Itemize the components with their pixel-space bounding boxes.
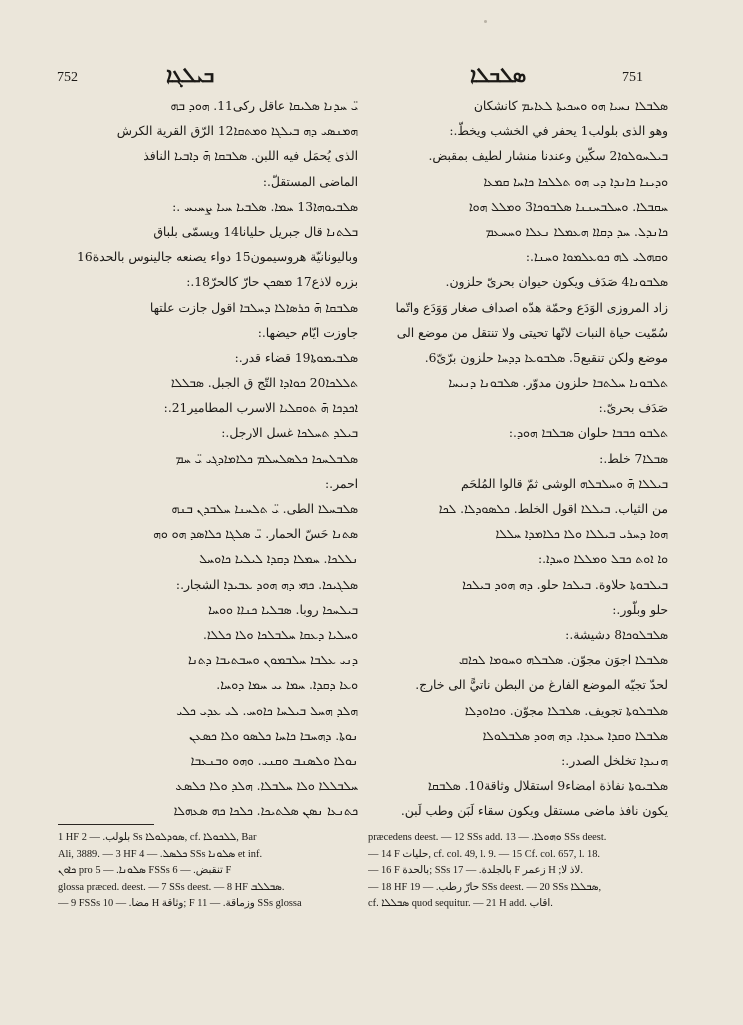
text-line: ܒܠܬܢܐ قال جبريل حليانا14 ويسمّى بلباق [153,224,358,239]
text-line: ܣܠܒܝܘܗܐ13 ܚܡܐ. ܣܠܒܝܐ ܚܝܐ ܨܚܝܚ .: [172,199,358,214]
text-line: ܣܠܒܘܢܐ4 صَدَف ويكون حيوان بحرىّ حلزون. [445,275,668,290]
left-column-text [58,94,358,819]
text-line: من الثياب. ܒܝܠܠܐ اقول الخلط. ܟܠܣܘܕܠܐ. ܠܟܐ [438,502,668,516]
text-line: ܐܟܕܟܐ ܗ̄ ܬܘܩܠܝܐ الاسرب المطامير21.: [163,401,358,416]
text-line: ܬܠܠܟܐ20 ܟܘܐܕܐ التّج ق الجبل. ܣܒܠܠܐ [170,376,358,391]
text-line: ܟܐܢܕܠ. ܚܕ ܕܩܐܐ ܗܥܡܠܐ ܢܥܠܐ ܘܚܚܥܡ [485,224,668,239]
text-line: ܣܠܒܝܘܬܐ نفاذة امضاء9 استقلال وثاقة10. ܣܠܒܩܐ [427,779,668,794]
footnote-line: præcedens deest. — 12 SSs add. ܘܗܘܠܐ. — 13 SSs deest. [368,832,607,843]
right-column-text [368,94,668,819]
text-line: ܒܝܠܒܘܬܐ حلاوة. ܒܝܠܟܐ حلو. ܕܗ ܗܘܕ ܒܝܠܟܐ [462,577,668,592]
text-line: ܗܠܕ ܗܚܠ ܒܝܠܚܐ ܟܐܘܚ. ܠܝ ܥܕܝ ܟܠܝ [176,703,358,718]
text-line: سُمّيت حياة النبات لانّها تحيتى ولا تنتقل من موضع الى [396,325,668,340]
footnote-line: Ali, 3889. — 3 HF ܟܠܣܠ. — 4 SSs ܣܠܘܢܐ et inf. [58,848,263,860]
text-line: الماضى المستقلّ.: [262,174,358,189]
footnote-line: 1 HF بلولب. — 2 Ss ܣܘܕܠܘܠܐ, cf. ܠܠܟܘܠܐ, Bar [58,832,257,843]
footnote-line: cf. ܣܒܠܠܐ quod sequitur. — 21 H add. اقاب. [368,898,553,909]
text-line: احمر.: [325,476,358,491]
text-line: الذى يُحمَل فيه اللبن. ܣܠܒܩܐ ܗ̄ ܕܐܒܝܐ النافذ [143,149,358,164]
text-line: ܒܝܠܠܐ ܗ̄ ܘܚܠܒܠܗ الوشى ثمّ قالوا المُلحَم [461,476,668,491]
text-line: ܘܚܠܝܐ ܕܥܩܐ ܚܠܒܠܟܐ ܘܠܐ ܟܠܠܐ. [202,627,358,642]
text-line: ܢܘܬܐ. ܕܗܚܒܐ ܟܐܚܐ ܟܠܣܘ ܘܠܐ ܟܣܥܢ [189,728,358,743]
left-page-number: 752 [57,70,78,85]
text-line: ܢܠܠܟܐ. ܚܡܠܐ ܕܩܕܐ ܠܝܠܝܐ ܟܐܘܚܠ [199,552,358,567]
text-line: لحدّ تجيّه الموضع الفارغ من البطن ناتيًّ الى خارج. [415,678,668,693]
right-running-head: ܣܠܒܠܐ [470,62,527,87]
text-line: ܣܠܒܠܚܟܐ ܟܠܣܠܚܠܡ ܟܠܐܡܐܕܓܝ ܝ̈ ܚܡ [175,451,358,466]
text-line: ܢܘܠܐ ܘܠܣܢܒ ܘܩܢܝ. ܘܗܘ ܘܒܢܥܒܐ [190,753,358,768]
text-line: حلو وبلّور.: [612,602,668,617]
text-line: ܣܬܢܐ حَسّ الحمار. ܝ̈ ܣܠܓܐ ܟܠܐܣܕ ܗܘ ܘܗ [153,527,358,542]
footnote-line: ܟܐܘܢ pro ܣܠܘܢܐ. — 5 FSSs تنقبض. — 6 F [58,865,232,876]
text-line: ܒܝܠܚܘܠܘܐ2 سكّين وعندنا منشار لطيف بمقبض. [428,149,668,164]
text-line: جاوزت ايّام حيضها.: [257,325,358,340]
text-line: ܗܘܐ ܕܚܪܝ ܒܝܠܠܐ ܘܠܐ ܟܠܐܡܕܐ ܚܠܠܐ [495,527,668,542]
text-line: ܣܠܒܠܘܬܐ تجويف. ܣܠܒܠܐ مجوّن. ܘܟܐܘܕܠܐ [464,703,668,718]
text-line: ܝ̈ ܚܕܢܐ ܣܠܝܩܐ عاقل ركى11. ܗܘܕ ܒܗ [170,99,358,113]
left-running-head: ܒܝܠܓܐ [166,62,215,87]
text-line: وهو الذى بلولب1 يحفر في الخشب ويخطّ.: [449,124,668,139]
footnote-line: — 18 HF حارّ رطب. — 19 SSs deest. — 20 SSs ܣܒܠܠܐ, [368,881,602,893]
text-line: ܗܢܝܕܐ تخلخل الصدر.: [561,753,668,768]
text-line: ܗܡܢܣܝ ܕܗ ܒܝܠܓܐ ܘܡܬܩܐ12 الرّق القرية الكرش [116,124,358,139]
text-line: ܒܝܠܕ ܬܚܠܟܐ غسل الارجل.: [221,426,358,441]
text-line: ܣܠܒܝܡܘܬܐ19 قضاء قدر.: [234,350,358,365]
paper-speck [484,20,487,23]
text-line: موضع ولكن تنقبع5. ܣܠܒܘܥܐ ܕܕܚܐ حلزون برّىّ6. [424,350,668,365]
text-line: ܣܠܒܠܐ ܘܩܕܐ ܚܥܕܐ. ܕܗ ܗܘܕ ܣܠܒܠܘܠܐ [482,728,668,743]
left-footnotes [58,830,358,980]
footnote-rule [58,824,154,825]
text-line: ܣܠܓܝܟܐ. ܟܗܝ ܕܗ ܗܘܕ ܥܒܝܕܐ الشجار.: [175,577,358,592]
text-line: ܣܠܒܩܐ ܗ̄ ܟܪܣܐܠܐ ܕܚܠܒܐ اقول جازت علتها [149,300,358,315]
text-line: وباليونانيّة هروسيمون15 دواء يصنعه جالينوس بالحدة16 [77,250,358,265]
footnote-line: glossa præced. deest. — 7 SSs deest. — 8 HF ܣܒܠܠܒ. [58,881,285,893]
text-line: ܘܕܝܢܐ ܟܐܢܕܐ ܕܝ ܗܘ ܬܠܠܟܐ ܟܐܚܐ ܩܡܥܐ [483,174,668,189]
footnote-line: — 16 F بالحدة; SSs بالجلدة. — 17 F زعمر H ;لاذ لا. [368,865,583,876]
text-line: ܘܐ ܐܘܬ ܟܒܠ ܘܡܠܠܐ ܘܚܕܐ.: [538,552,668,567]
text-line: يكون نافذ ماضى مستقل ويكون سقاء لَبَن وطب لَبن. [400,804,668,819]
text-line: صَدَف بحرىّ.: [598,401,668,416]
footnote-line: — 14 F حليات, cf. col. 49, l. 9. — 15 Cf. col. 657, l. 18. [368,848,601,860]
text-line: ܘܩܗܠܝ ܠܗ ܟܘܥܠܡܘܐ ܘܚܢܐ.: [525,250,668,265]
text-line: ܘܥܐ ܕܩܕܐ. ܚܡܐ ܝܝ ܚܡܐ ܕܘܚܐ. [216,678,358,693]
text-line: ܚܩܒܠܐ. ܘܚܠܒܚܢܢܐ ܣܠܒܘܟܐ3 ܘܡܠܠ ܗܘܐ [468,199,668,214]
text-line: بزره لاذع17 ܡܣܟܢ حارّ كالحرّ18.: [186,275,358,290]
text-line: ܬܠܒܘܢܐ ܚܠܬܒܐ حلزون مدوّر. ܣܠܒܘܢܐ ܕܢܝܚܐ [448,376,668,391]
footnote-line: — 9 FSSs مضا. — 10 H وثاقة; F وزماقة. — 11 SSs glossa [58,898,302,909]
text-line: ܣܠܒܠܐ ܢܚܝܐ ܗܘ ܘܚܟܝܬܐ ܠܥܐܝܡ كانشكان [473,99,668,113]
text-line: ܚܠܒܠܠܐ ܘܠܐ ܚܠܒܠܐ. ܗܠܕ ܘܠܐ ܟܠܣܥ [175,779,358,794]
right-page-number: 751 [622,70,643,85]
text-line: زاد المروزى الوَدَع وحمّة هدّه اصداف صغار وَوَدَع واتّما [395,300,668,315]
text-line: ܣܠܒܠܐ اجوَن مجوّن. ܣܠܒܠܗ ܘܚܘܡܐ ܠܟܐܩ [458,653,668,668]
text-line: ܟܬܢܥܐ ܢܣܢ ܣܠܬܝܟܐ. ܟܠܟܐ ܟܗ ܣܥܗܠܐ [173,804,358,819]
text-line: ܣܒܠܐ7 خلط.: [599,451,668,466]
text-line: ܒܝܠܚܟܐ روبا. ܣܒܠܝܐ ܟܢܐܐ ܘܘܚܐ [208,602,358,617]
text-line: ܬܠܒܘ ܟܒܒܐ حلوان ܣܒܠܒܐ ܗܘܕ.: [508,426,668,441]
right-footnotes [368,830,668,980]
text-line: ܕܢܝ ܥܠܒܐ ܚܠܒܡܘܢ ܘܚܒܬܝܒܐ ܕܬܢܐ [187,653,358,668]
text-line: ܣܠܒܠܘܟܐ8 دشيشة.: [565,627,668,642]
text-line: ܣܠܒܚܠܐ الطى. ܝ̈ ܬܠܚܢܐ ܚܠܒܕܢ ܒܢܗ [171,502,358,516]
